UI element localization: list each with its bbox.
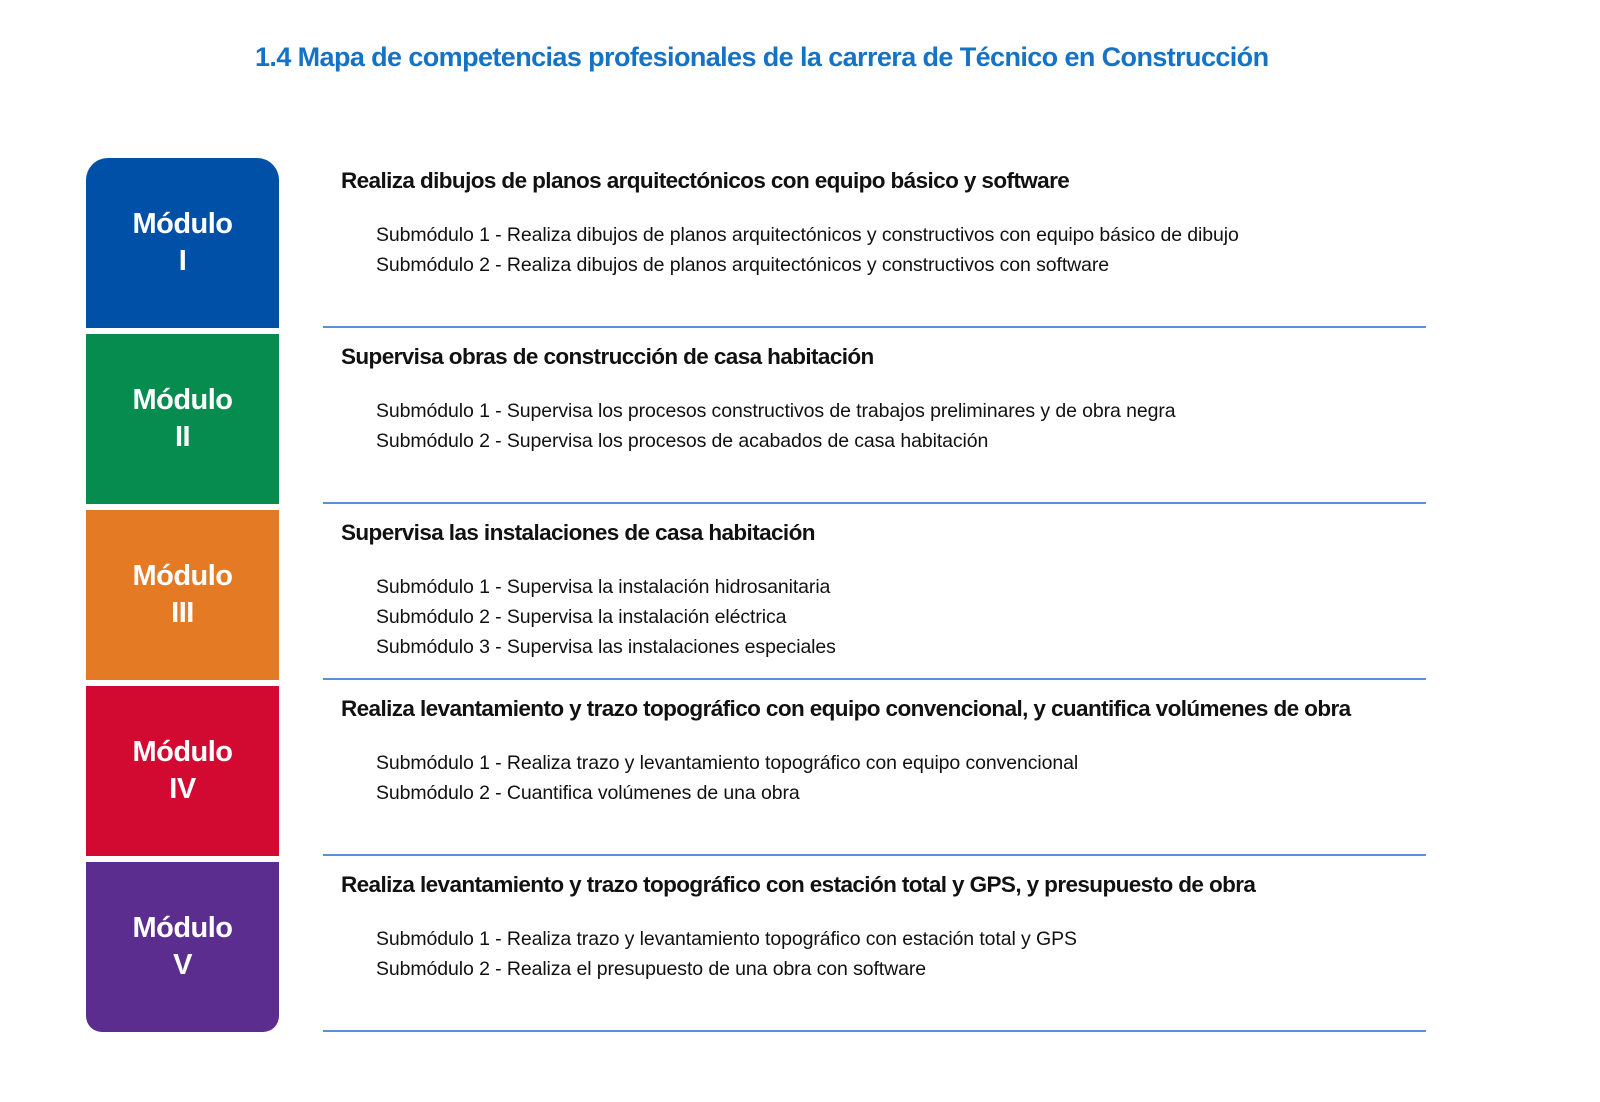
module-content-4 <box>323 686 1426 856</box>
submodule-list <box>376 220 1239 280</box>
submodule-item: Submódulo 2 - Realiza el presupuesto de una obra con software <box>376 958 926 980</box>
module-badge-2 <box>86 334 279 504</box>
submodule-item: Submódulo 1 - Realiza trazo y levantamiento topográfico con equipo convencional <box>376 752 1079 774</box>
module-numeral: III <box>171 597 194 629</box>
module-content-5 <box>323 862 1426 1032</box>
module-row-4 <box>86 686 1426 856</box>
module-numeral: IV <box>169 773 196 805</box>
page-title: 1.4 Mapa de competencias profesionales de la carrera de Técnico en Construcción <box>255 42 1269 72</box>
submodule-item: Submódulo 1 - Realiza dibujos de planos arquitectónicos y constructivos con equipo básico de dibujo <box>376 224 1239 246</box>
module-numeral: V <box>173 949 192 981</box>
submodule-item: Submódulo 2 - Realiza dibujos de planos arquitectónicos y constructivos con software <box>376 254 1110 276</box>
submodule-list <box>376 572 836 662</box>
submodule-item: Submódulo 3 - Supervisa las instalaciones especiales <box>376 636 836 658</box>
submodule-item: Submódulo 1 - Supervisa la instalación hidrosanitaria <box>376 576 831 598</box>
competency-title: Supervisa obras de construcción de casa habitación <box>341 344 874 369</box>
competency-title: Realiza levantamiento y trazo topográfico con estación total y GPS, y presupuesto de obra <box>341 872 1256 897</box>
module-row-2 <box>86 334 1426 504</box>
module-label: Módulo <box>132 208 233 240</box>
module-numeral: II <box>174 421 191 453</box>
submodule-item: Submódulo 1 - Supervisa los procesos constructivos de trabajos preliminares y de obra negra <box>376 400 1176 422</box>
submodule-item: Submódulo 2 - Supervisa los procesos de acabados de casa habitación <box>376 430 989 452</box>
module-row-5 <box>86 862 1426 1032</box>
submodule-list <box>376 396 1175 456</box>
competency-map <box>86 158 1426 1038</box>
module-row-3 <box>86 510 1426 680</box>
module-content-3 <box>323 510 1426 680</box>
module-label: Módulo <box>132 912 233 944</box>
submodule-item: Submódulo 2 - Cuantifica volúmenes de una obra <box>376 782 800 804</box>
module-content-2 <box>323 334 1426 504</box>
module-row-1 <box>86 158 1426 328</box>
module-badge-5 <box>86 862 279 1032</box>
module-numeral: I <box>178 245 187 277</box>
module-content-1 <box>323 158 1426 328</box>
submodule-list <box>376 924 1077 984</box>
submodule-item: Submódulo 1 - Realiza trazo y levantamiento topográfico con estación total y GPS <box>376 928 1077 950</box>
competency-title: Realiza levantamiento y trazo topográfico con equipo convencional, y cuantifica volúmenes de obra <box>341 696 1351 721</box>
module-label: Módulo <box>132 384 233 416</box>
module-label: Módulo <box>132 560 233 592</box>
module-badge-4 <box>86 686 279 856</box>
submodule-item: Submódulo 2 - Supervisa la instalación eléctrica <box>376 606 787 628</box>
submodule-list <box>376 748 1078 808</box>
module-badge-3 <box>86 510 279 680</box>
competency-title: Realiza dibujos de planos arquitectónicos con equipo básico y software <box>341 168 1070 193</box>
module-label: Módulo <box>132 736 233 768</box>
module-badge-1 <box>86 158 279 328</box>
competency-title: Supervisa las instalaciones de casa habitación <box>341 520 815 545</box>
